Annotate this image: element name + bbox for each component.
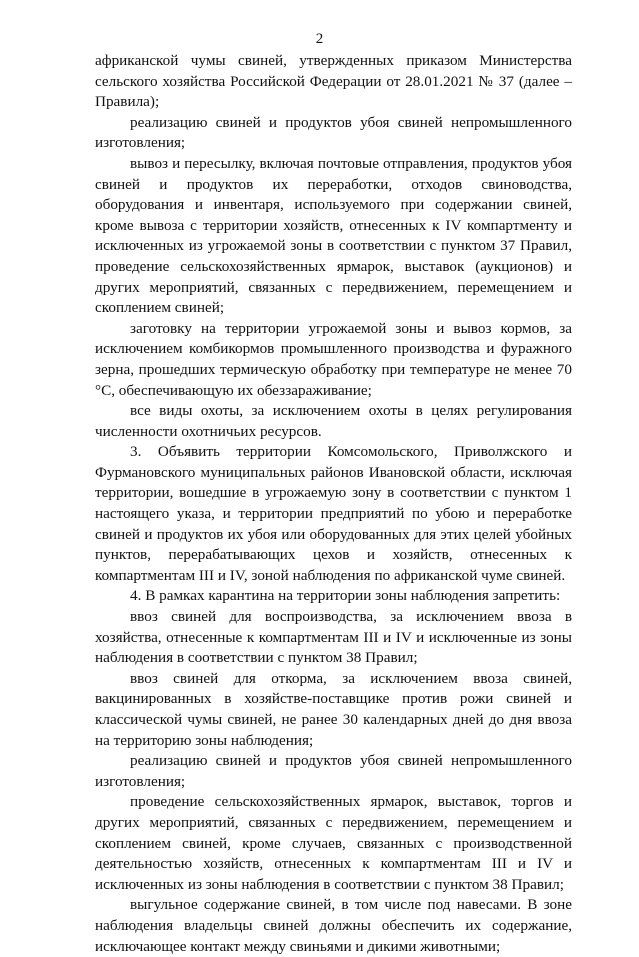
paragraph-ban-import-breeding: ввоз свиней для воспроизводства, за исключением ввоза в хозяйства, отнесенные к компартментам III и IV и исключенные из зоны наблюдения в соответствии с пунктом 38 Правил; xyxy=(95,608,572,667)
paragraph-regulation-reference: африканской чумы свиней, утвержденных приказом Министерства сельского хозяйства Российской Федерации от 28.01.2021 № 37 (далее – Правила); xyxy=(95,52,572,111)
paragraph-item-4-heading: 4. В рамках карантина на территории зоны наблюдения запретить: xyxy=(130,587,561,605)
paragraph-ban-export-products: вывоз и пересылку, включая почтовые отправления, продуктов убоя свиней и продуктов их переработки, отходов свиноводства, оборудования и инвентаря, используемого при содержании свиней, кроме вывоза с территории хозяйств, отнесенных к IV компартменту и исключенных из угрожаемой зоны в соответствии с пунктом 37 Правил, проведение сельскохозяйственных ярмарок, выставок (аукционов) и других мероприятий, связанных с передвижением, перемещением и скоплением свиней; xyxy=(95,154,572,317)
page-number: 2 xyxy=(315,31,324,47)
paragraph-ban-sale-threat-zone: реализацию свиней и продуктов убоя свиней непромышленного изготовления; xyxy=(95,113,572,152)
paragraph-ban-hunting: все виды охоты, за исключением охоты в целях регулирования численности охотничьих ресурсов. xyxy=(95,402,572,440)
paragraph-ban-free-range: выгульное содержание свиней, в том числе под навесами. В зоне наблюдения владельцы свиней должны обеспечить их содержание, исключающее контакт между свиньями и дикими животными; xyxy=(95,896,572,955)
paragraph-ban-sale-observation-zone: реализацию свиней и продуктов убоя свиней непромышленного изготовления; xyxy=(95,752,572,790)
paragraph-item-3-observation-zone: 3. Объявить территории Комсомольского, Приволжского и Фурмановского муниципальных районов Ивановской области, исключая территории, вошедшие в угрожаемую зону в соответствии с пунктом 1 настоящего указа, и территории предприятий по убою и переработке свиней и продуктов их убоя или оборудованных для этих целей убойных пунктов, перерабатывающих цехов и хозяйств, отнесенных к компартментам III и IV, зоной наблюдения по африканской чуме свиней. xyxy=(95,443,572,584)
document-body xyxy=(95,51,572,957)
paragraph-ban-fairs: проведение сельскохозяйственных ярмарок, выставок, торгов и других мероприятий, связанных с передвижением, перемещением и скоплением свиней, кроме случаев, связанных с производственной деятельностью хозяйств, отнесенных к компартментам III и IV и исключенных из зоны наблюдения в соответствии с пунктом 38 Правил; xyxy=(95,793,572,893)
paragraph-ban-import-fattening: ввоз свиней для откорма, за исключением ввоза свиней, вакцинированных в хозяйстве-поставщике против рожи свиней и классической чумы свиней, не ранее 30 календарных дней до дня ввоза на территорию зоны наблюдения; xyxy=(95,669,572,749)
paragraph-ban-feed-procurement: заготовку на территории угрожаемой зоны и вывоз кормов, за исключением комбикормов промышленного производства и фуражного зерна, прошедших термическую обработку при температуре не менее 70 °C, обеспечивающую их обеззараживание; xyxy=(95,319,572,399)
